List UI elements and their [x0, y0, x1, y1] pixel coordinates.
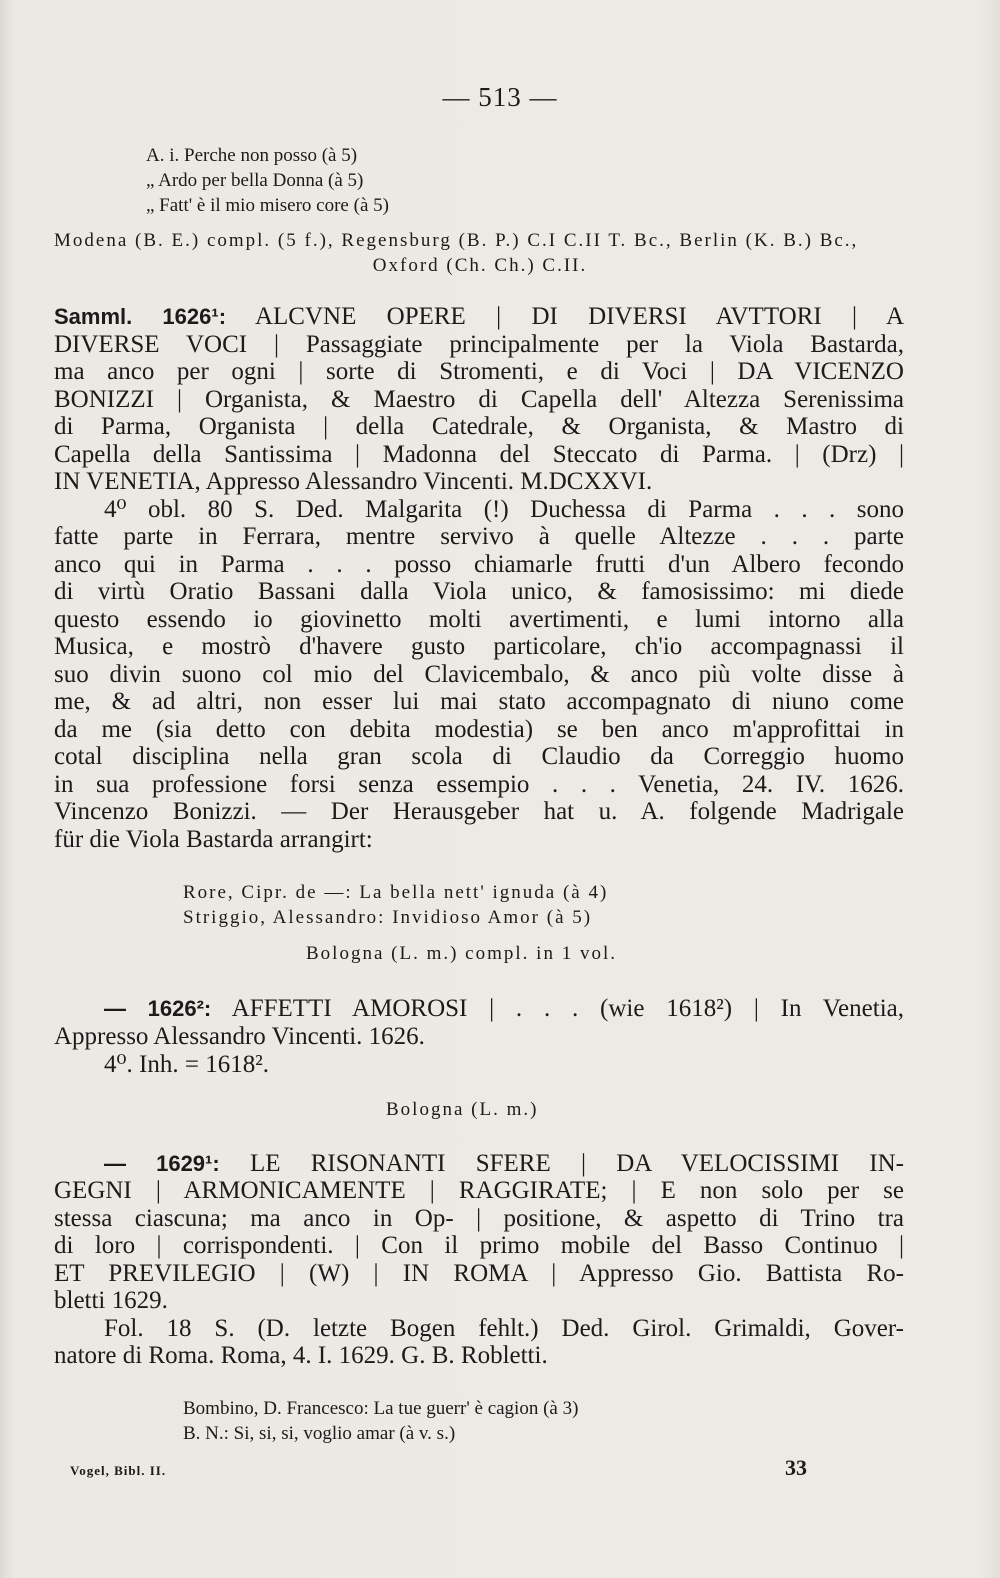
entry-1626-2: [104, 995, 904, 1023]
page-number: — 513 —: [442, 82, 558, 112]
entry-line: da me (sia detto con debita modestia) se ben anco m'approfittai in: [54, 715, 904, 743]
entry-line: IN VENETIA, Appresso Alessandro Vincenti. M.DCXXVI.: [54, 468, 653, 495]
list-item: Bombino, D. Francesco: La tue guerr' è cagion (à 3): [183, 1398, 579, 1419]
location-line: Modena (B. E.) compl. (5 f.), Regensburg (B. P.) C.I C.II T. Bc., Berlin (K. B.) Bc.,: [54, 230, 859, 251]
entry-line: für die Viola Bastarda arrangirt:: [54, 825, 373, 853]
list-item: „ Ardo per bella Donna (à 5): [146, 170, 364, 191]
list-item: „ Fatt' è il mio misero core (à 5): [146, 195, 389, 216]
entry-line: Fol. 18 S. (D. letzte Bogen fehlt.) Ded. Girol. Grimaldi, Gover-: [104, 1314, 904, 1342]
entry-line: di virtù Oratio Bassani dalla Viola unico, & famosissimo: mi diede: [54, 578, 904, 605]
entry-line: ET PREVILEGIO | (W) | IN ROMA | Appresso Gio. Battista Ro-: [54, 1259, 904, 1287]
entry-line: Capella della Santissima | Madonna del Steccato di Parma. | (Drz) |: [54, 440, 904, 468]
entry-line: bletti 1629.: [54, 1287, 168, 1314]
entry-line: AFFETTI AMOROSI | . . . (wie 1618²) | In Venetia,: [231, 995, 904, 1022]
entry-line: questo essendo io giovinetto molti avertimenti, e lumi intorno alla: [54, 605, 904, 633]
footer-signature: Vogel, Bibl. II.: [70, 1463, 167, 1478]
list-item: Striggio, Alessandro: Invidioso Amor (à 5): [183, 907, 593, 928]
entry-line: anco qui in Parma . . . posso chiamarle frutti d'un Albero fecondo: [54, 550, 904, 578]
entry-line: Musica, e mostrò d'havere gusto particolare, ch'io accompagnassi il: [54, 633, 904, 660]
library-location: Bologna (L. m.) compl. in 1 vol.: [306, 943, 617, 964]
entry-line: ma anco per ogni | sorte di Stromenti, e di Voci | DA VICENZO: [54, 358, 904, 385]
location-line: Oxford (Ch. Ch.) C.II.: [372, 255, 588, 276]
entry-line: Appresso Alessandro Vincenti. 1626.: [54, 1023, 425, 1050]
madrigal-list: [183, 880, 608, 930]
library-locations-1: [54, 228, 906, 278]
entry-line: ALCVNE OPERE | DI DIVERSI AVTTORI | A: [254, 303, 904, 330]
footer-signature-number: 33: [785, 1455, 807, 1480]
entry-line: di Parma, Organista | della Catedrale, & Organista, & Mastro di: [54, 413, 904, 440]
entry-line: in sua professione forsi senza essempio . . . Venetia, 24. IV. 1626.: [54, 770, 904, 798]
song-list-1629: [183, 1396, 578, 1446]
entry-line: di loro | corrispondenti. | Con il primo mobile del Basso Continuo |: [54, 1232, 904, 1259]
entry-line: fatte parte in Ferrara, mentre servivo à quelle Altezze . . . parte: [54, 523, 904, 550]
entry-line: Vincenzo Bonizzi. — Der Herausgeber hat u. A. folgende Madrigale: [54, 798, 904, 825]
entry-line: 4⁰ obl. 80 S. Ded. Malgarita (!) Duchessa di Parma . . . sono: [104, 495, 904, 523]
entry-line: natore di Roma. Roma, 4. I. 1629. G. B. Robletti.: [54, 1342, 548, 1369]
entry-label: — 1629¹:: [104, 1151, 220, 1176]
entry-line: cotal disciplina nella gran scola di Claudio da Correggio huomo: [54, 743, 904, 770]
entry-line: 4⁰. Inh. = 1618².: [104, 1050, 269, 1078]
entry-1629-1-cont: [54, 1177, 904, 1370]
library-location: Bologna (L. m.): [386, 1099, 539, 1120]
entry-line: GEGNI | ARMONICAMENTE | RAGGIRATE; | E non solo per se: [54, 1177, 904, 1204]
list-item: Rore, Cipr. de —: La bella nett' ignuda (à 4): [183, 882, 609, 903]
entry-1626-2-cont: [54, 1023, 904, 1078]
entry-1626-1: [54, 303, 904, 853]
entry-line: stessa ciascuna; ma anco in Op- | positione, & aspetto di Trino tra: [54, 1204, 904, 1232]
list-item: B. N.: Si, si, si, voglio amar (à v. s.): [183, 1423, 456, 1444]
entry-label: — 1626²:: [104, 996, 212, 1021]
entry-1629-1: [104, 1150, 904, 1178]
list-item: A. i. Perche non posso (à 5): [146, 145, 358, 166]
entry-line: BONIZZI | Organista, & Maestro di Capella dell' Altezza Serenissima: [54, 385, 904, 413]
entry-line: DIVERSE VOCI | Passaggiate principalmente per la Viola Bastarda,: [54, 330, 904, 358]
entry-line: me, & ad altri, non esser lui mai stato accompagnato di niuno come: [54, 688, 904, 715]
entry-label: Samml. 1626¹:: [54, 304, 227, 329]
entry-line: LE RISONANTI SFERE | DA VELOCISSIMI IN-: [249, 1150, 905, 1177]
entry-line: suo divin suono col mio del Clavicembalo, & anco più volte disse à: [54, 660, 904, 688]
song-list-1: [146, 143, 389, 218]
